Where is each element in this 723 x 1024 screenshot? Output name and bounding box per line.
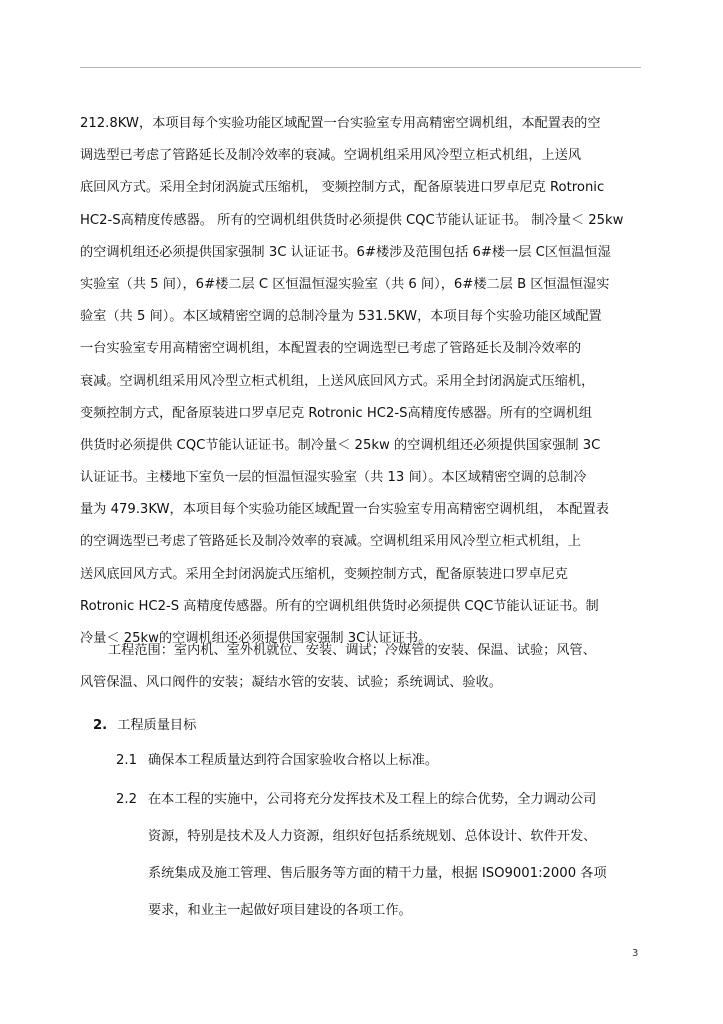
section-title: 工程质量目标 [117,718,197,733]
body-paragraph [80,108,641,655]
scope-paragraph [80,635,641,699]
paragraph-line: 一台实验室专用高精密空调机组，本配置表的空调选型已考虑了管路延长及制冷效率的 [80,341,582,357]
paragraph-line: 冷量＜ 25kw的空调机组还必须提供国家强制 3C认证证书。 [80,631,432,646]
paragraph-line: 的空调选型已考虑了管路延长及制冷效率的衰减。空调机组采用风冷型立柜式机组，上 [80,534,582,550]
paragraph-line: 的空调机组还必须提供国家强制 3C 认证证书。6#楼涉及范围包括 6#楼一层 C区恒温恒湿 [80,244,611,260]
item-text: 确保本工程质量达到符合国家验收合格以上标准。 [148,753,439,768]
list-item-2-1 [116,747,641,775]
paragraph-line: 底回风方式。采用全封闭涡旋式压缩机， 变频控制方式，配备原装进口罗卓尼克 Rotronic [80,180,605,196]
paragraph-line: Rotronic HC2-S 高精度传感器。所有的空调机组供货时必须提供 CQC节能认证证书。制 [80,598,599,614]
item-text: 系统集成及施工管理、售后服务等方面的精干力量，根据 ISO9001:2000 各项 [148,866,607,881]
page-number: 3 [632,948,639,959]
list-item-2-2 [116,786,641,934]
paragraph-line: 212.8KW，本项目每个实验功能区域配置一台实验室专用高精密空调机组，本配置表的空 [80,116,601,131]
paragraph-line: 调选型已考虑了管路延长及制冷效率的衰减。空调机组采用风冷型立柜式机组，上送风 [80,148,582,164]
item-text: 要求，和业主一起做好项目建设的各项工作。 [148,903,412,918]
paragraph-line: 供货时必须提供 CQC节能认证证书。制冷量＜ 25kw 的空调机组还必须提供国家强制 3C [80,437,601,453]
item-number: 2.1 [116,753,137,768]
scope-line-1: 工程范围：室内机、室外机就位、安装、调试；冷媒管的安装、保温、试验；风管、 [108,643,596,658]
item-number: 2.2 [116,792,137,807]
item-text: 在本工程的实施中，公司将充分发挥技术及工程上的综合优势，全力调动公司 [148,792,597,807]
scope-line-2: 风管保温、风口阀件的安装；凝结水管的安装、试验；系统调试、验收。 [80,675,502,690]
paragraph-line: HC2-S高精度传感器。 所有的空调机组供货时必须提供 CQC节能认证证书。 制冷量＜ 25kw [80,212,624,228]
section-heading [93,712,196,740]
paragraph-line: 变频控制方式，配备原装进口罗卓尼克 Rotronic HC2-S高精度传感器。所有的空调机组 [80,405,593,421]
paragraph-line: 量为 479.3KW，本项目每个实验功能区域配置一台实验室专用高精密空调机组， 本配置表 [80,502,609,518]
paragraph-line: 认证证书。主楼地下室负一层的恒温恒湿实验室（共 13 间）。本区域精密空调的总制冷 [80,470,587,486]
section-number: 2. [93,718,108,733]
header-divider [80,67,641,68]
paragraph-line: 衰减。空调机组采用风冷型立柜式机组，上送风底回风方式。采用全封闭涡旋式压缩机， [80,373,595,389]
item-text: 资源，特别是技术及人力资源，组织好包括系统规划、总体设计、软件开发、 [148,829,597,844]
paragraph-line: 验室（共 5 间）。本区域精密空调的总制冷量为 531.5KW，本项目每个实验功能区域配置 [80,309,602,325]
paragraph-line: 实验室（共 5 间），6#楼二层 C 区恒温恒湿实验室（共 6 间），6#楼二层 B 区恒温恒湿实 [80,276,610,292]
paragraph-line: 送风底回风方式。采用全封闭涡旋式压缩机，变频控制方式，配备原装进口罗卓尼克 [80,566,568,582]
